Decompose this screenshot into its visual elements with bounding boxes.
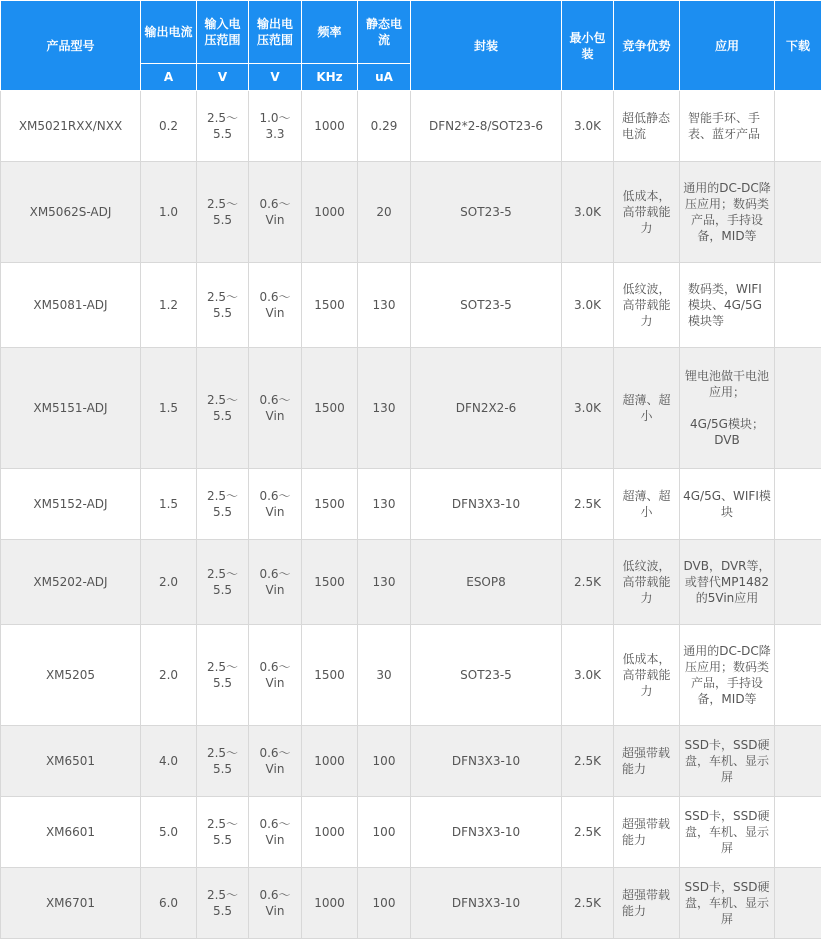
cell-advantage: 低成本，高带载能力 [614, 162, 680, 263]
cell-current: 2.0 [141, 540, 197, 625]
cell-iq: 100 [358, 868, 411, 939]
cell-download[interactable] [775, 726, 821, 797]
header-download: 下载 [775, 1, 821, 91]
cell-package: SOT23-5 [411, 263, 562, 348]
cell-pack: 2.5K [562, 540, 614, 625]
cell-current: 6.0 [141, 868, 197, 939]
cell-advantage: 超强带载能力 [614, 726, 680, 797]
cell-package: DFN3X3-10 [411, 797, 562, 868]
header-output-current: 输出电流 [141, 1, 197, 64]
header-quiescent: 静态电流 [358, 1, 411, 64]
cell-vout: 0.6～Vin [249, 625, 302, 726]
cell-vin: 2.5～5.5 [197, 162, 249, 263]
header-min-pack: 最小包装 [562, 1, 614, 91]
cell-iq: 130 [358, 469, 411, 540]
cell-pack: 3.0K [562, 348, 614, 469]
cell-advantage: 超强带载能力 [614, 868, 680, 939]
cell-vin: 2.5～5.5 [197, 348, 249, 469]
cell-vout: 1.0～3.3 [249, 91, 302, 162]
table-row [1, 868, 821, 939]
unit-vout: V [249, 64, 302, 91]
cell-package: SOT23-5 [411, 625, 562, 726]
cell-advantage: 低纹波，高带载能力 [614, 540, 680, 625]
cell-current: 2.0 [141, 625, 197, 726]
cell-iq: 30 [358, 625, 411, 726]
header-input-voltage: 输入电压范围 [197, 1, 249, 64]
cell-vin: 2.5～5.5 [197, 726, 249, 797]
cell-download[interactable] [775, 162, 821, 263]
cell-application: SSD卡，SSD硬盘，车机、显示屏 [680, 868, 775, 939]
cell-package: DFN3X3-10 [411, 868, 562, 939]
cell-application: 数码类，WIFI模块、4G/5G模块等 [680, 263, 775, 348]
cell-iq: 100 [358, 726, 411, 797]
cell-package: DFN3X3-10 [411, 469, 562, 540]
table-row [1, 797, 821, 868]
cell-application: 通用的DC-DC降压应用；数码类产品，手持设备，MID等 [680, 162, 775, 263]
cell-vout: 0.6～Vin [249, 469, 302, 540]
cell-vin: 2.5～5.5 [197, 263, 249, 348]
cell-pack: 3.0K [562, 91, 614, 162]
cell-application: SSD卡，SSD硬盘，车机、显示屏 [680, 797, 775, 868]
cell-application: DVB，DVR等，或替代MP1482的5Vin应用 [680, 540, 775, 625]
cell-model: XM6601 [1, 797, 141, 868]
table-row [1, 91, 821, 162]
cell-freq: 1000 [302, 868, 358, 939]
cell-advantage: 超薄、超小 [614, 348, 680, 469]
cell-download[interactable] [775, 91, 821, 162]
cell-pack: 2.5K [562, 726, 614, 797]
cell-current: 0.2 [141, 91, 197, 162]
cell-vout: 0.6～Vin [249, 797, 302, 868]
cell-application: SSD卡，SSD硬盘，车机、显示屏 [680, 726, 775, 797]
cell-vin: 2.5～5.5 [197, 469, 249, 540]
table-row [1, 625, 821, 726]
cell-current: 5.0 [141, 797, 197, 868]
cell-vout: 0.6～Vin [249, 348, 302, 469]
cell-download[interactable] [775, 263, 821, 348]
cell-download[interactable] [775, 625, 821, 726]
cell-download[interactable] [775, 540, 821, 625]
cell-download[interactable] [775, 469, 821, 540]
header-frequency: 频率 [302, 1, 358, 64]
header-application: 应用 [680, 1, 775, 91]
application-line: 4G/5G模块；DVB [690, 417, 764, 447]
cell-current: 1.5 [141, 348, 197, 469]
cell-freq: 1500 [302, 263, 358, 348]
unit-iq: uA [358, 64, 411, 91]
cell-advantage: 低成本，高带载能力 [614, 625, 680, 726]
cell-iq: 130 [358, 348, 411, 469]
cell-iq: 130 [358, 540, 411, 625]
cell-vin: 2.5～5.5 [197, 91, 249, 162]
cell-vout: 0.6～Vin [249, 868, 302, 939]
cell-download[interactable] [775, 868, 821, 939]
table-row [1, 469, 821, 540]
cell-iq: 130 [358, 263, 411, 348]
cell-pack: 3.0K [562, 263, 614, 348]
cell-iq: 100 [358, 797, 411, 868]
table-row [1, 348, 821, 469]
cell-pack: 3.0K [562, 625, 614, 726]
table-row [1, 263, 821, 348]
table-header [1, 1, 821, 91]
cell-freq: 1000 [302, 162, 358, 263]
cell-freq: 1000 [302, 726, 358, 797]
cell-model: XM5205 [1, 625, 141, 726]
cell-package: ESOP8 [411, 540, 562, 625]
cell-vout: 0.6～Vin [249, 162, 302, 263]
cell-iq: 20 [358, 162, 411, 263]
cell-vin: 2.5～5.5 [197, 868, 249, 939]
cell-vout: 0.6～Vin [249, 540, 302, 625]
table-row [1, 540, 821, 625]
cell-freq: 1000 [302, 91, 358, 162]
cell-pack: 2.5K [562, 797, 614, 868]
table-row [1, 726, 821, 797]
cell-vout: 0.6～Vin [249, 726, 302, 797]
table-body [1, 91, 821, 939]
application-line: 锂电池做干电池应用； [684, 369, 769, 399]
cell-freq: 1500 [302, 469, 358, 540]
cell-current: 1.0 [141, 162, 197, 263]
cell-current: 1.2 [141, 263, 197, 348]
cell-advantage: 低纹波，高带载能力 [614, 263, 680, 348]
cell-vout: 0.6～Vin [249, 263, 302, 348]
cell-package: DFN2*2-8/SOT23-6 [411, 91, 562, 162]
cell-model: XM5021RXX/NXX [1, 91, 141, 162]
cell-freq: 1500 [302, 625, 358, 726]
unit-freq: KHz [302, 64, 358, 91]
cell-application: 4G/5G、WIFI模块 [680, 469, 775, 540]
cell-model: XM5062S-ADJ [1, 162, 141, 263]
unit-current: A [141, 64, 197, 91]
cell-current: 1.5 [141, 469, 197, 540]
cell-vin: 2.5～5.5 [197, 625, 249, 726]
header-model: 产品型号 [1, 1, 141, 91]
cell-model: XM5151-ADJ [1, 348, 141, 469]
header-output-voltage: 输出电压范围 [249, 1, 302, 64]
cell-advantage: 超低静态电流 [614, 91, 680, 162]
cell-package: DFN2X2-6 [411, 348, 562, 469]
cell-model: XM5202-ADJ [1, 540, 141, 625]
cell-application: 智能手环、手表、蓝牙产品 [680, 91, 775, 162]
cell-vin: 2.5～5.5 [197, 540, 249, 625]
cell-freq: 1000 [302, 797, 358, 868]
cell-download[interactable] [775, 348, 821, 469]
header-advantage: 竞争优势 [614, 1, 680, 91]
cell-iq: 0.29 [358, 91, 411, 162]
cell-advantage: 超强带载能力 [614, 797, 680, 868]
cell-model: XM5152-ADJ [1, 469, 141, 540]
table-row [1, 162, 821, 263]
cell-package: SOT23-5 [411, 162, 562, 263]
cell-model: XM5081-ADJ [1, 263, 141, 348]
cell-pack: 3.0K [562, 162, 614, 263]
unit-vin: V [197, 64, 249, 91]
header-package: 封装 [411, 1, 562, 91]
cell-current: 4.0 [141, 726, 197, 797]
cell-model: XM6701 [1, 868, 141, 939]
cell-advantage: 超薄、超小 [614, 469, 680, 540]
cell-freq: 1500 [302, 348, 358, 469]
cell-download[interactable] [775, 797, 821, 868]
cell-application: 通用的DC-DC降压应用；数码类产品，手持设备，MID等 [680, 625, 775, 726]
cell-application [680, 348, 775, 469]
cell-vin: 2.5～5.5 [197, 797, 249, 868]
cell-pack: 2.5K [562, 868, 614, 939]
cell-package: DFN3X3-10 [411, 726, 562, 797]
cell-freq: 1500 [302, 540, 358, 625]
cell-pack: 2.5K [562, 469, 614, 540]
cell-model: XM6501 [1, 726, 141, 797]
